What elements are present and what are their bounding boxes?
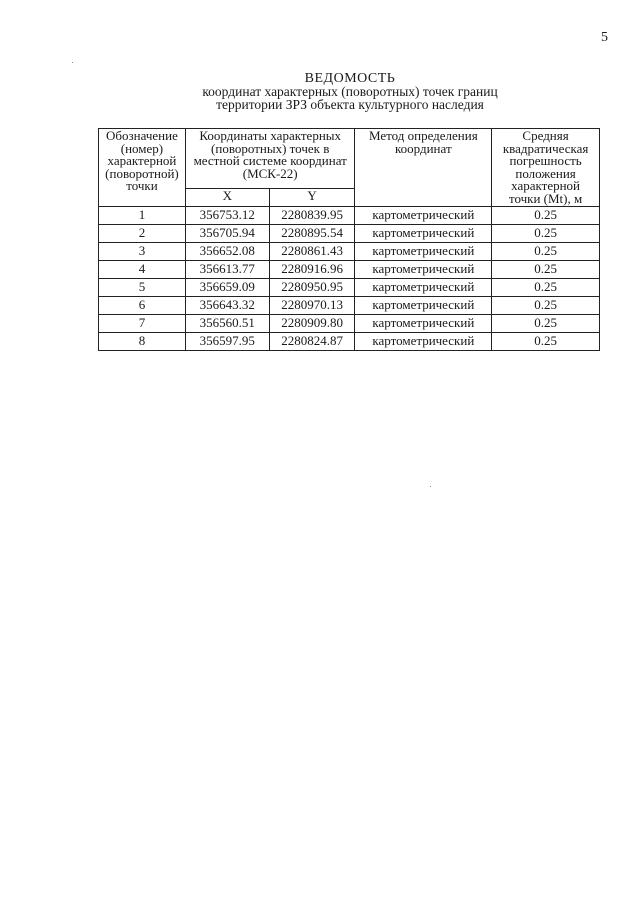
cell-x: 356613.77 — [185, 261, 269, 279]
header-x: X — [185, 189, 269, 207]
scan-speck — [430, 486, 431, 487]
table-row — [99, 261, 600, 279]
header-coordinates: Координаты характерных (поворотных) точек в местной системе координат (МСК-22) — [185, 129, 355, 189]
cell-y: 2280916.96 — [269, 261, 355, 279]
table-header — [99, 129, 600, 207]
cell-error: 0.25 — [492, 315, 600, 333]
cell-error: 0.25 — [492, 243, 600, 261]
document-subtitle-line-2: территории ЗРЗ объекта культурного наследия — [216, 97, 484, 112]
cell-method: картометрический — [355, 207, 492, 225]
table-row — [99, 333, 600, 351]
cell-point-number: 7 — [99, 315, 186, 333]
header-designation: Обозначение (номер) характерной (поворотной) точки — [99, 129, 186, 207]
cell-y: 2280861.43 — [269, 243, 355, 261]
cell-error: 0.25 — [492, 261, 600, 279]
cell-x: 356753.12 — [185, 207, 269, 225]
cell-error: 0.25 — [492, 333, 600, 351]
page-number: 5 — [601, 30, 608, 45]
cell-point-number: 8 — [99, 333, 186, 351]
cell-y: 2280950.95 — [269, 279, 355, 297]
header-y: Y — [269, 189, 355, 207]
cell-method: картометрический — [355, 261, 492, 279]
cell-error: 0.25 — [492, 297, 600, 315]
cell-y: 2280824.87 — [269, 333, 355, 351]
table-body — [99, 207, 600, 351]
cell-x: 356652.08 — [185, 243, 269, 261]
cell-x: 356705.94 — [185, 225, 269, 243]
title-block — [100, 72, 600, 111]
cell-point-number: 2 — [99, 225, 186, 243]
cell-point-number: 5 — [99, 279, 186, 297]
cell-error: 0.25 — [492, 207, 600, 225]
cell-method: картометрический — [355, 333, 492, 351]
cell-method: картометрический — [355, 243, 492, 261]
cell-x: 356560.51 — [185, 315, 269, 333]
cell-error: 0.25 — [492, 225, 600, 243]
cell-error: 0.25 — [492, 279, 600, 297]
cell-y: 2280895.54 — [269, 225, 355, 243]
table-row — [99, 279, 600, 297]
table-row — [99, 297, 600, 315]
cell-method: картометрический — [355, 225, 492, 243]
document-subtitle-line-1: координат характерных (поворотных) точек границ — [202, 84, 498, 99]
cell-x: 356597.95 — [185, 333, 269, 351]
scan-speck — [72, 62, 73, 63]
cell-method: картометрический — [355, 297, 492, 315]
coordinates-table — [98, 128, 600, 351]
table-row — [99, 207, 600, 225]
cell-point-number: 1 — [99, 207, 186, 225]
cell-y: 2280909.80 — [269, 315, 355, 333]
cell-x: 356643.32 — [185, 297, 269, 315]
cell-y: 2280970.13 — [269, 297, 355, 315]
cell-point-number: 3 — [99, 243, 186, 261]
cell-y: 2280839.95 — [269, 207, 355, 225]
cell-x: 356659.09 — [185, 279, 269, 297]
header-method: Метод определения координат — [355, 129, 492, 207]
cell-point-number: 6 — [99, 297, 186, 315]
header-error: Средняя квадратическая погрешность положения характерной точки (Mt), м — [492, 129, 600, 207]
cell-point-number: 4 — [99, 261, 186, 279]
table-row — [99, 243, 600, 261]
table-row — [99, 315, 600, 333]
table-row — [99, 225, 600, 243]
document-title: ВЕДОМОСТЬ — [304, 71, 396, 86]
cell-method: картометрический — [355, 279, 492, 297]
cell-method: картометрический — [355, 315, 492, 333]
